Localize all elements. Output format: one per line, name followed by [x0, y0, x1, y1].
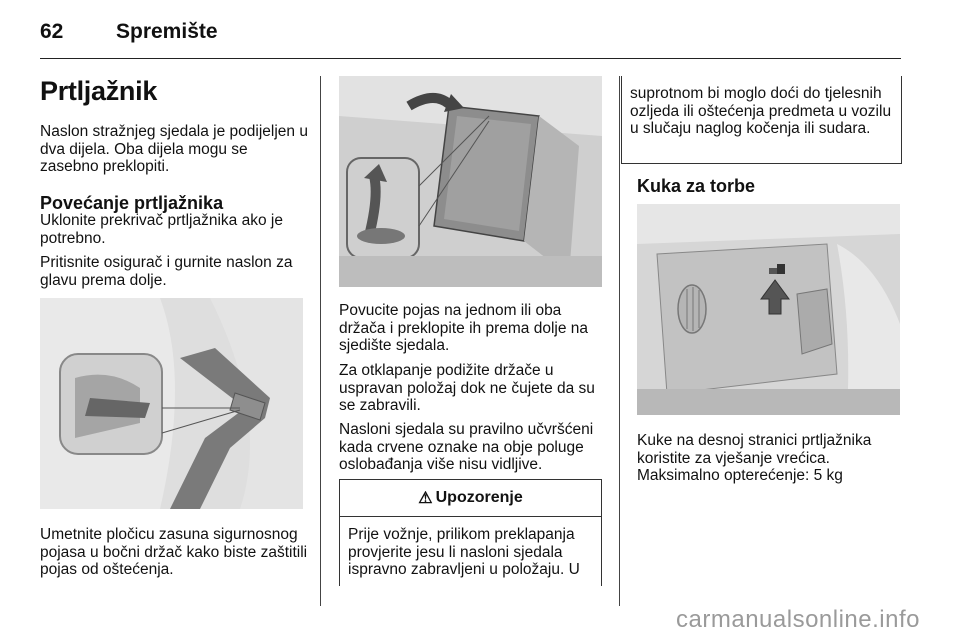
- subheading-bag-hook: Kuka za torbe: [637, 176, 756, 196]
- section-title: Prtljažnik: [40, 76, 158, 106]
- bag-hook-illustration: [637, 204, 900, 415]
- instruction-paragraph: Za otklapanje podižite držače u uspravan položaj dok ne čujete da su se zabravili.: [339, 362, 595, 414]
- column-divider: [619, 76, 620, 606]
- folding-seatback-illustration: [339, 76, 602, 287]
- warning-box-continued: [621, 76, 902, 164]
- figure-caption: Kuke na desnoj stranici prtljažnika koristite za vješanje vrećica. Maksimalno opterećenje: 5 kg: [637, 432, 872, 484]
- header-rule: [40, 58, 901, 59]
- step-paragraph: Uklonite prekrivač prtljažnika ako je potrebno.: [40, 212, 283, 247]
- column-divider: [320, 76, 321, 606]
- instruction-paragraph: Nasloni sjedala su pravilno učvršćeni kada crvene oznake na obje poluge oslobađanja više nisu vidljive.: [339, 421, 594, 473]
- warning-text-continued: suprotnom bi moglo doći do tjelesnih ozljeda ili oštećenja predmeta u vozilu u slučaju naglog kočenja ili sudara.: [630, 85, 892, 137]
- chapter-title: Spremište: [116, 20, 218, 43]
- warning-text: Prije vožnje, prilikom preklapanja provjerite jesu li nasloni sjedala ispravno zabravljeni u položaju. U: [348, 526, 580, 578]
- instruction-paragraph: Povucite pojas na jednom ili oba držača i preklopite ih prema dolje na sjedište sjedala.: [339, 302, 588, 354]
- figure-caption: Umetnite pločicu zasuna sigurnosnog pojasa u bočni držač kako biste zaštitili pojas od oštećenja.: [40, 526, 308, 578]
- seatbelt-holder-illustration: [40, 298, 303, 509]
- watermark: carmanualsonline.info: [676, 606, 920, 633]
- subheading-enlarge: Povećanje prtljažnika: [40, 193, 224, 213]
- step-paragraph: Pritisnite osigurač i gurnite naslon za glavu prema dolje.: [40, 254, 293, 289]
- intro-paragraph: Naslon stražnjeg sjedala je podijeljen u dva dijela. Oba dijela mogu se zasebno preklopiti.: [40, 123, 308, 175]
- warning-title: Upozorenje: [435, 489, 523, 506]
- warning-triangle-icon: ⚠: [418, 490, 433, 507]
- warning-box: [339, 479, 602, 586]
- page-number: 62: [40, 20, 64, 43]
- warning-header: [340, 480, 601, 517]
